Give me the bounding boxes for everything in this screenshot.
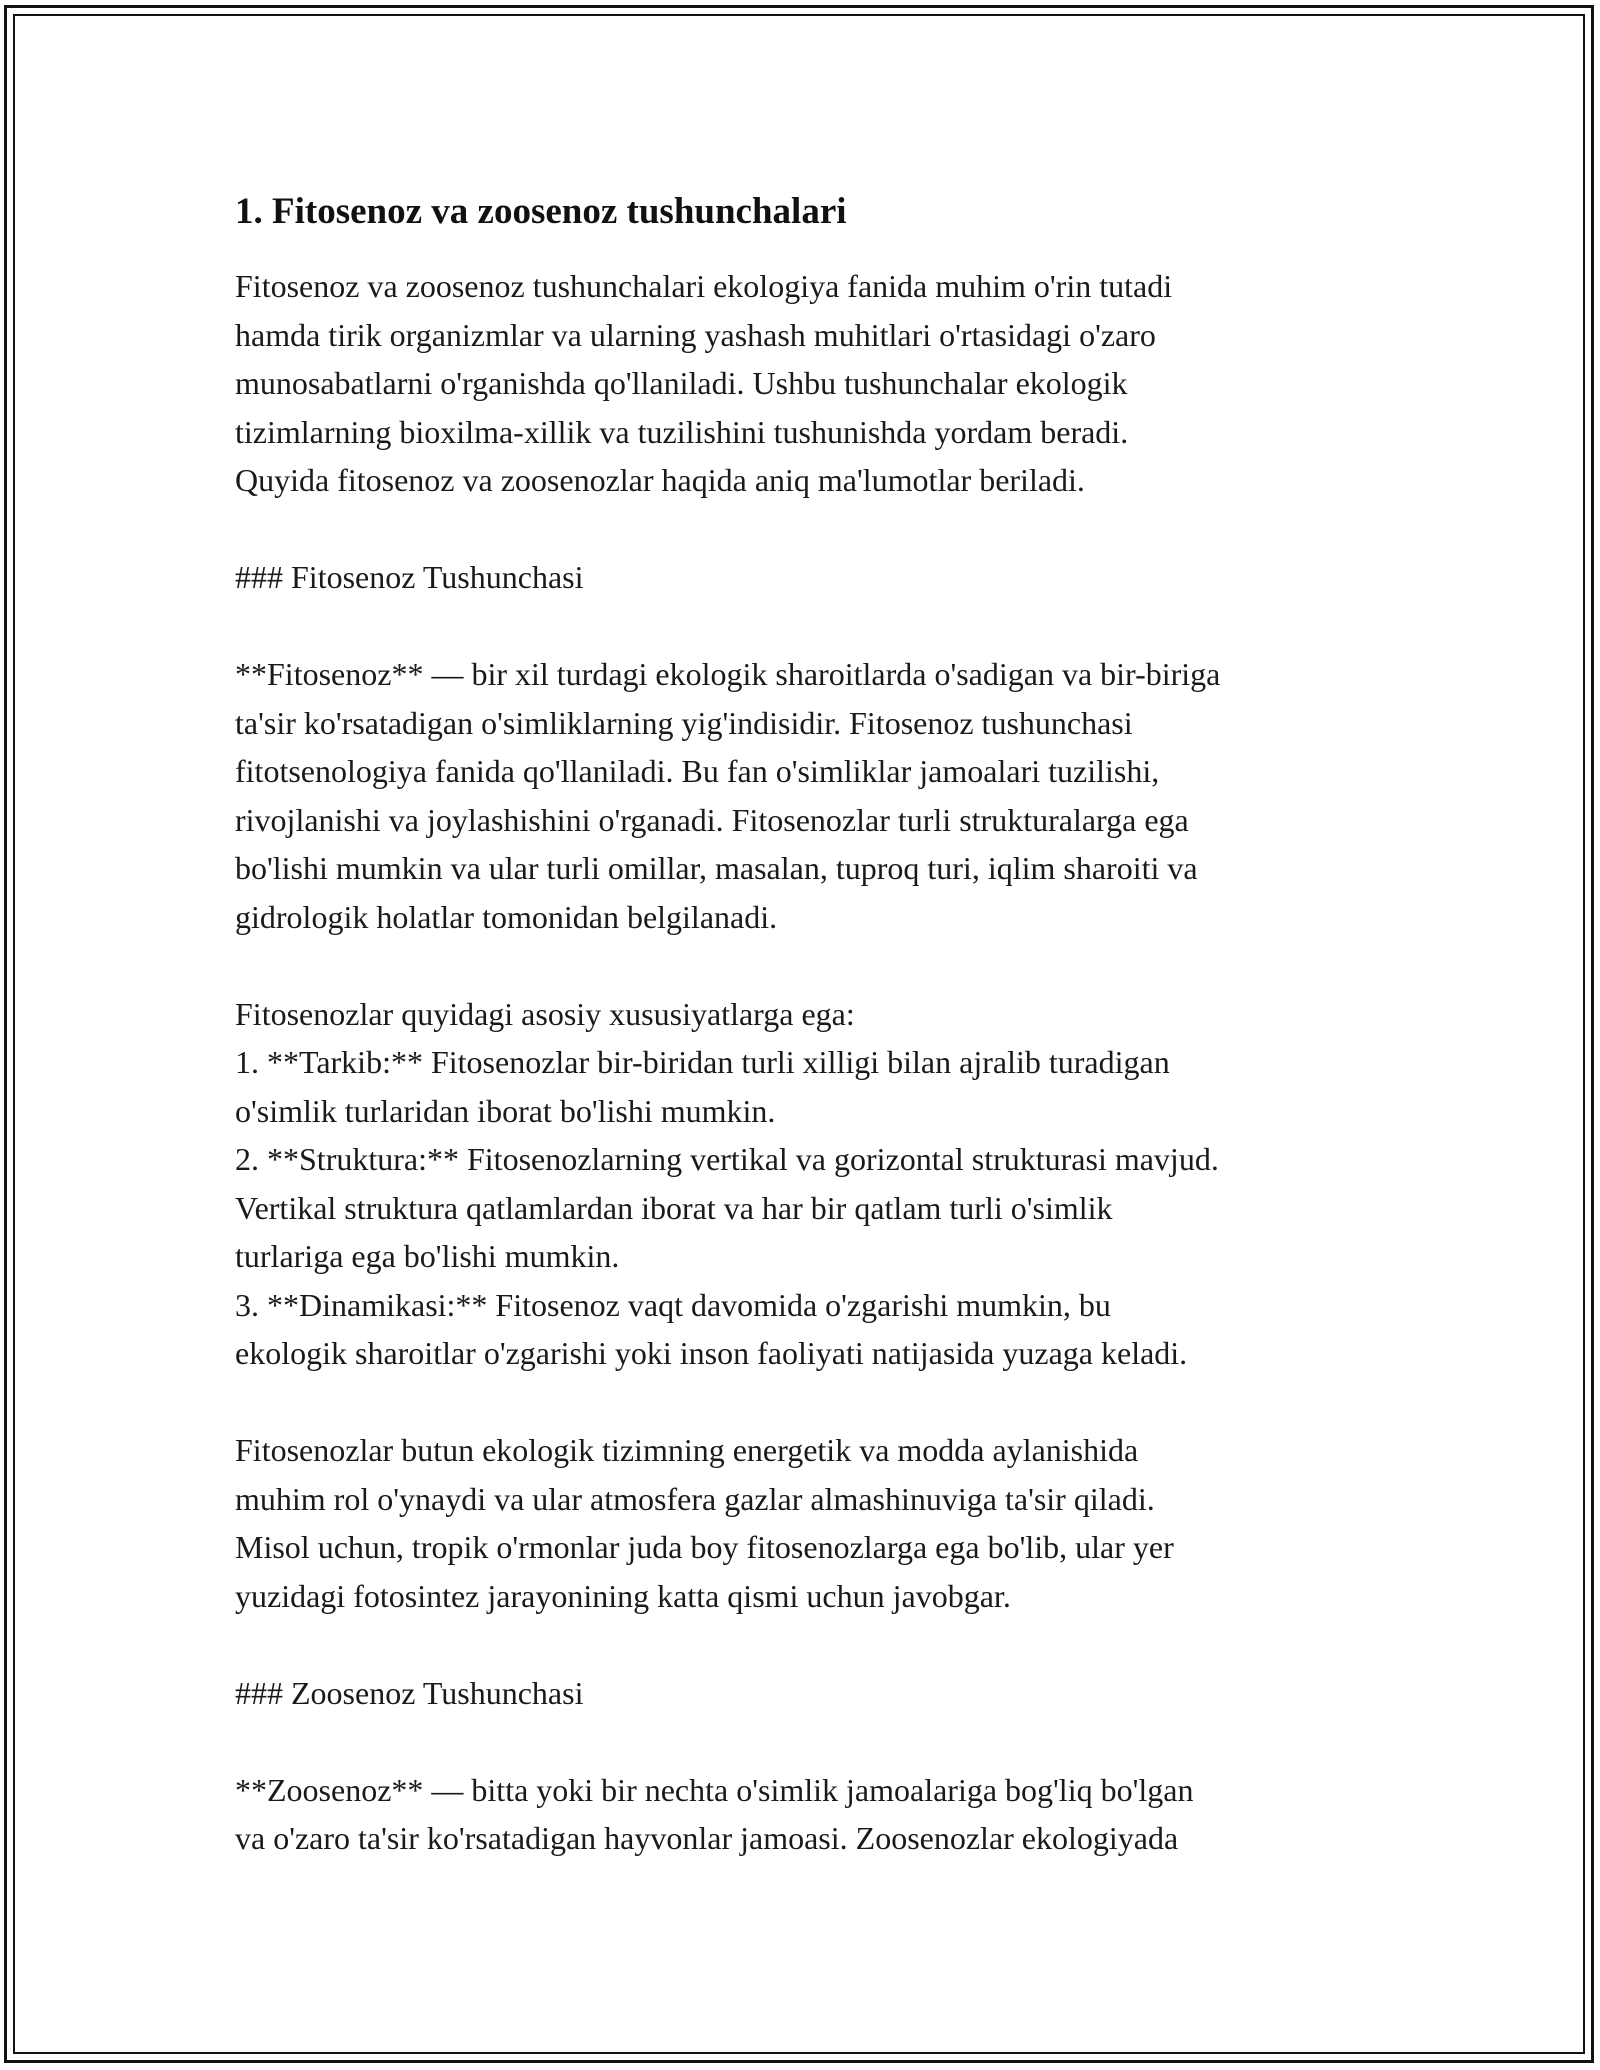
spacer bbox=[235, 941, 1385, 990]
spacer bbox=[235, 505, 1385, 554]
document-title: 1. Fitosenoz va zoosenoz tushunchalari bbox=[235, 191, 847, 232]
zoosenoz-heading: ### Zoosenoz Tushunchasi bbox=[235, 1674, 584, 1711]
spacer bbox=[235, 1620, 1385, 1669]
feature-item-struktura: 2. **Struktura:** Fitosenozlarning vertikal va gorizontal strukturasi mavjud. Vertikal struktura qatlamlardan iborat va har bir qatlam turli o'simlik turlariga ega bo'lishi mumkin. bbox=[235, 1141, 1219, 1274]
spacer bbox=[235, 1717, 1385, 1766]
fitosenoz-heading: ### Fitosenoz Tushunchasi bbox=[235, 559, 584, 595]
fitosenoz-role-paragraph: Fitosenozlar butun ekologik tizimning energetik va modda aylanishida muhim rol o'ynaydi va ular atmosfera gazlar almashinuviga ta'sir qiladi. Misol uchun, tropik o'rmonlar juda boy fitosenozlarga ega bo'lib, ular yer yuzidagi fotosintez jarayonining katta qismi uchun javobgar. bbox=[235, 1432, 1174, 1614]
document-body bbox=[235, 188, 1385, 1863]
intro-paragraph: Fitosenoz va zoosenoz tushunchalari ekologiya fanida muhim o'rin tutadi hamda tirik organizmlar va ularning yashash muhitlari o'rtasidagi o'zaro munosabatlarni o'rganishda qo'llaniladi. Ushbu tushunchalar ekologik tizimlarning bioxilma-xillik va tuzilishini tushunishda yordam beradi. Quyida fitosenoz va zoosenozlar haqida aniq ma'lumotlar beriladi. bbox=[235, 268, 1173, 498]
spacer bbox=[235, 1378, 1385, 1427]
spacer bbox=[235, 602, 1385, 651]
feature-item-dinamikasi: 3. **Dinamikasi:** Fitosenoz vaqt davomida o'zgarishi mumkin, bu ekologik sharoitlar o'zgarishi yoki inson faoliyati natijasida yuzaga keladi. bbox=[235, 1286, 1188, 1371]
features-intro: Fitosenozlar quyidagi asosiy xususiyatlarga ega: bbox=[235, 995, 855, 1032]
zoosenoz-definition: **Zoosenoz** — bitta yoki bir nechta o'simlik jamoalariga bog'liq bo'lgan va o'zaro ta'sir ko'rsatadigan hayvonlar jamoasi. Zoosenozlar ekologiyada bbox=[235, 1771, 1194, 1856]
feature-item-tarkib: 1. **Tarkib:** Fitosenozlar bir-biridan turli xilligi bilan ajralib turadigan o'simlik turlaridan iborat bo'lishi mumkin. bbox=[235, 1044, 1170, 1129]
fitosenoz-definition: **Fitosenoz** — bir xil turdagi ekologik sharoitlarda o'sadigan va bir-biriga ta'sir ko'rsatadigan o'simliklarning yig'indisidir. Fitosenoz tushunchasi fitotsenologiya fanida qo'llaniladi. Bu fan o'simliklar jamoalari tuzilishi, rivojlanishi va joylashishini o'rganadi. Fitosenozlar turli strukturalarga ega bo'lishi mumkin va ular turli omillar, masalan, tuproq turi, iqlim sharoiti va gidrologik holatlar tomonidan belgilanadi. bbox=[235, 656, 1221, 935]
